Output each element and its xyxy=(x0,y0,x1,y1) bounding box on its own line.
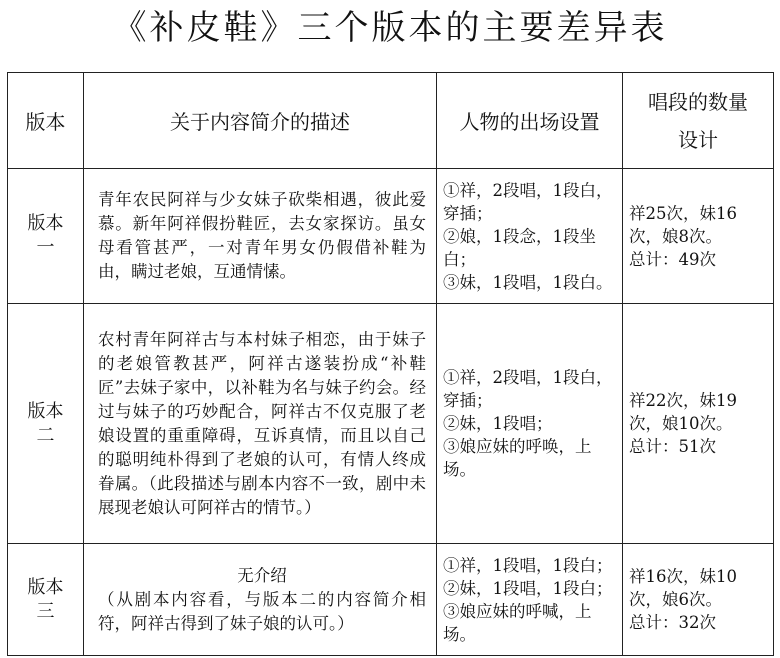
character-line: ②妹，1段唱； xyxy=(443,414,553,433)
description-title: 无介绍 xyxy=(237,565,287,585)
header-description: 关于内容简介的描述 xyxy=(84,73,437,169)
character-line: ③娘应妹的呼唤，上场。 xyxy=(443,437,592,479)
songs-total: 总计：51次 xyxy=(629,437,716,456)
songs-counts: 祥16次，妹10次，娘6次。 xyxy=(629,567,737,609)
version-cell: 版本三 xyxy=(8,544,84,656)
description-cell: 农村青年阿祥古与本村妹子相恋，由于妹子的老娘管教甚严，阿祥古遂装扮成“补鞋匠”去妹子家中，以补鞋为名与妹子约会。经过与妹子的巧妙配合，阿祥古不仅克服了老娘设置的重重障碍，互诉真情，而且以自己的聪明纯朴得到了老娘的认可，有情人终成眷属。（此段描述与剧本内容不一致，剧中未展现老娘认可阿祥古的情节。） xyxy=(84,304,437,544)
characters-cell xyxy=(437,304,623,544)
version-cell: 版本二 xyxy=(8,304,84,544)
songs-cell xyxy=(623,169,774,304)
page-title: 《补皮鞋》三个版本的主要差异表 xyxy=(112,8,668,48)
songs-cell xyxy=(623,304,774,544)
songs-cell xyxy=(623,544,774,656)
songs-total: 总计：32次 xyxy=(629,613,716,632)
character-line: ①祥，1段唱，1段白； xyxy=(443,555,613,575)
character-line: ③娘应妹的呼喊，上场。 xyxy=(443,601,592,644)
songs-counts: 祥25次，妹16次，娘8次。 xyxy=(629,203,737,246)
character-line: ①祥，2段唱，1段白，穿插； xyxy=(443,180,613,223)
character-line: ③妹，1段唱，1段白。 xyxy=(443,272,613,292)
table-row xyxy=(8,544,774,656)
character-line: ②娘，1段念，1段坐白； xyxy=(443,226,596,269)
table-row xyxy=(8,169,774,304)
table-row xyxy=(8,304,774,544)
songs-total: 总计：49次 xyxy=(629,249,716,269)
characters-cell xyxy=(437,544,623,656)
header-version: 版本 xyxy=(8,73,84,169)
description-text: （从剧本内容看，与版本二的内容简介相符，阿祥古得到了妹子娘的认可。） xyxy=(98,589,426,633)
version-cell: 版本一 xyxy=(8,169,84,304)
description-cell: 青年农民阿祥与少女妹子砍柴相遇，彼此爱慕。新年阿祥假扮鞋匠，去女家探访。虽女母看管甚严，一对青年男女仍假借补鞋为由，瞒过老娘，互通情愫。 xyxy=(84,169,437,304)
characters-cell xyxy=(437,169,623,304)
character-line: ①祥，2段唱，1段白，穿插； xyxy=(443,368,613,410)
header-characters: 人物的出场设置 xyxy=(437,73,623,169)
character-line: ②妹，1段唱，1段白； xyxy=(443,578,613,598)
songs-counts: 祥22次，妹19次，娘10次。 xyxy=(629,391,737,433)
table-header-row xyxy=(8,73,774,169)
description-cell xyxy=(84,544,437,656)
header-songs: 唱段的数量设计 xyxy=(623,73,774,169)
differences-table xyxy=(7,72,774,656)
